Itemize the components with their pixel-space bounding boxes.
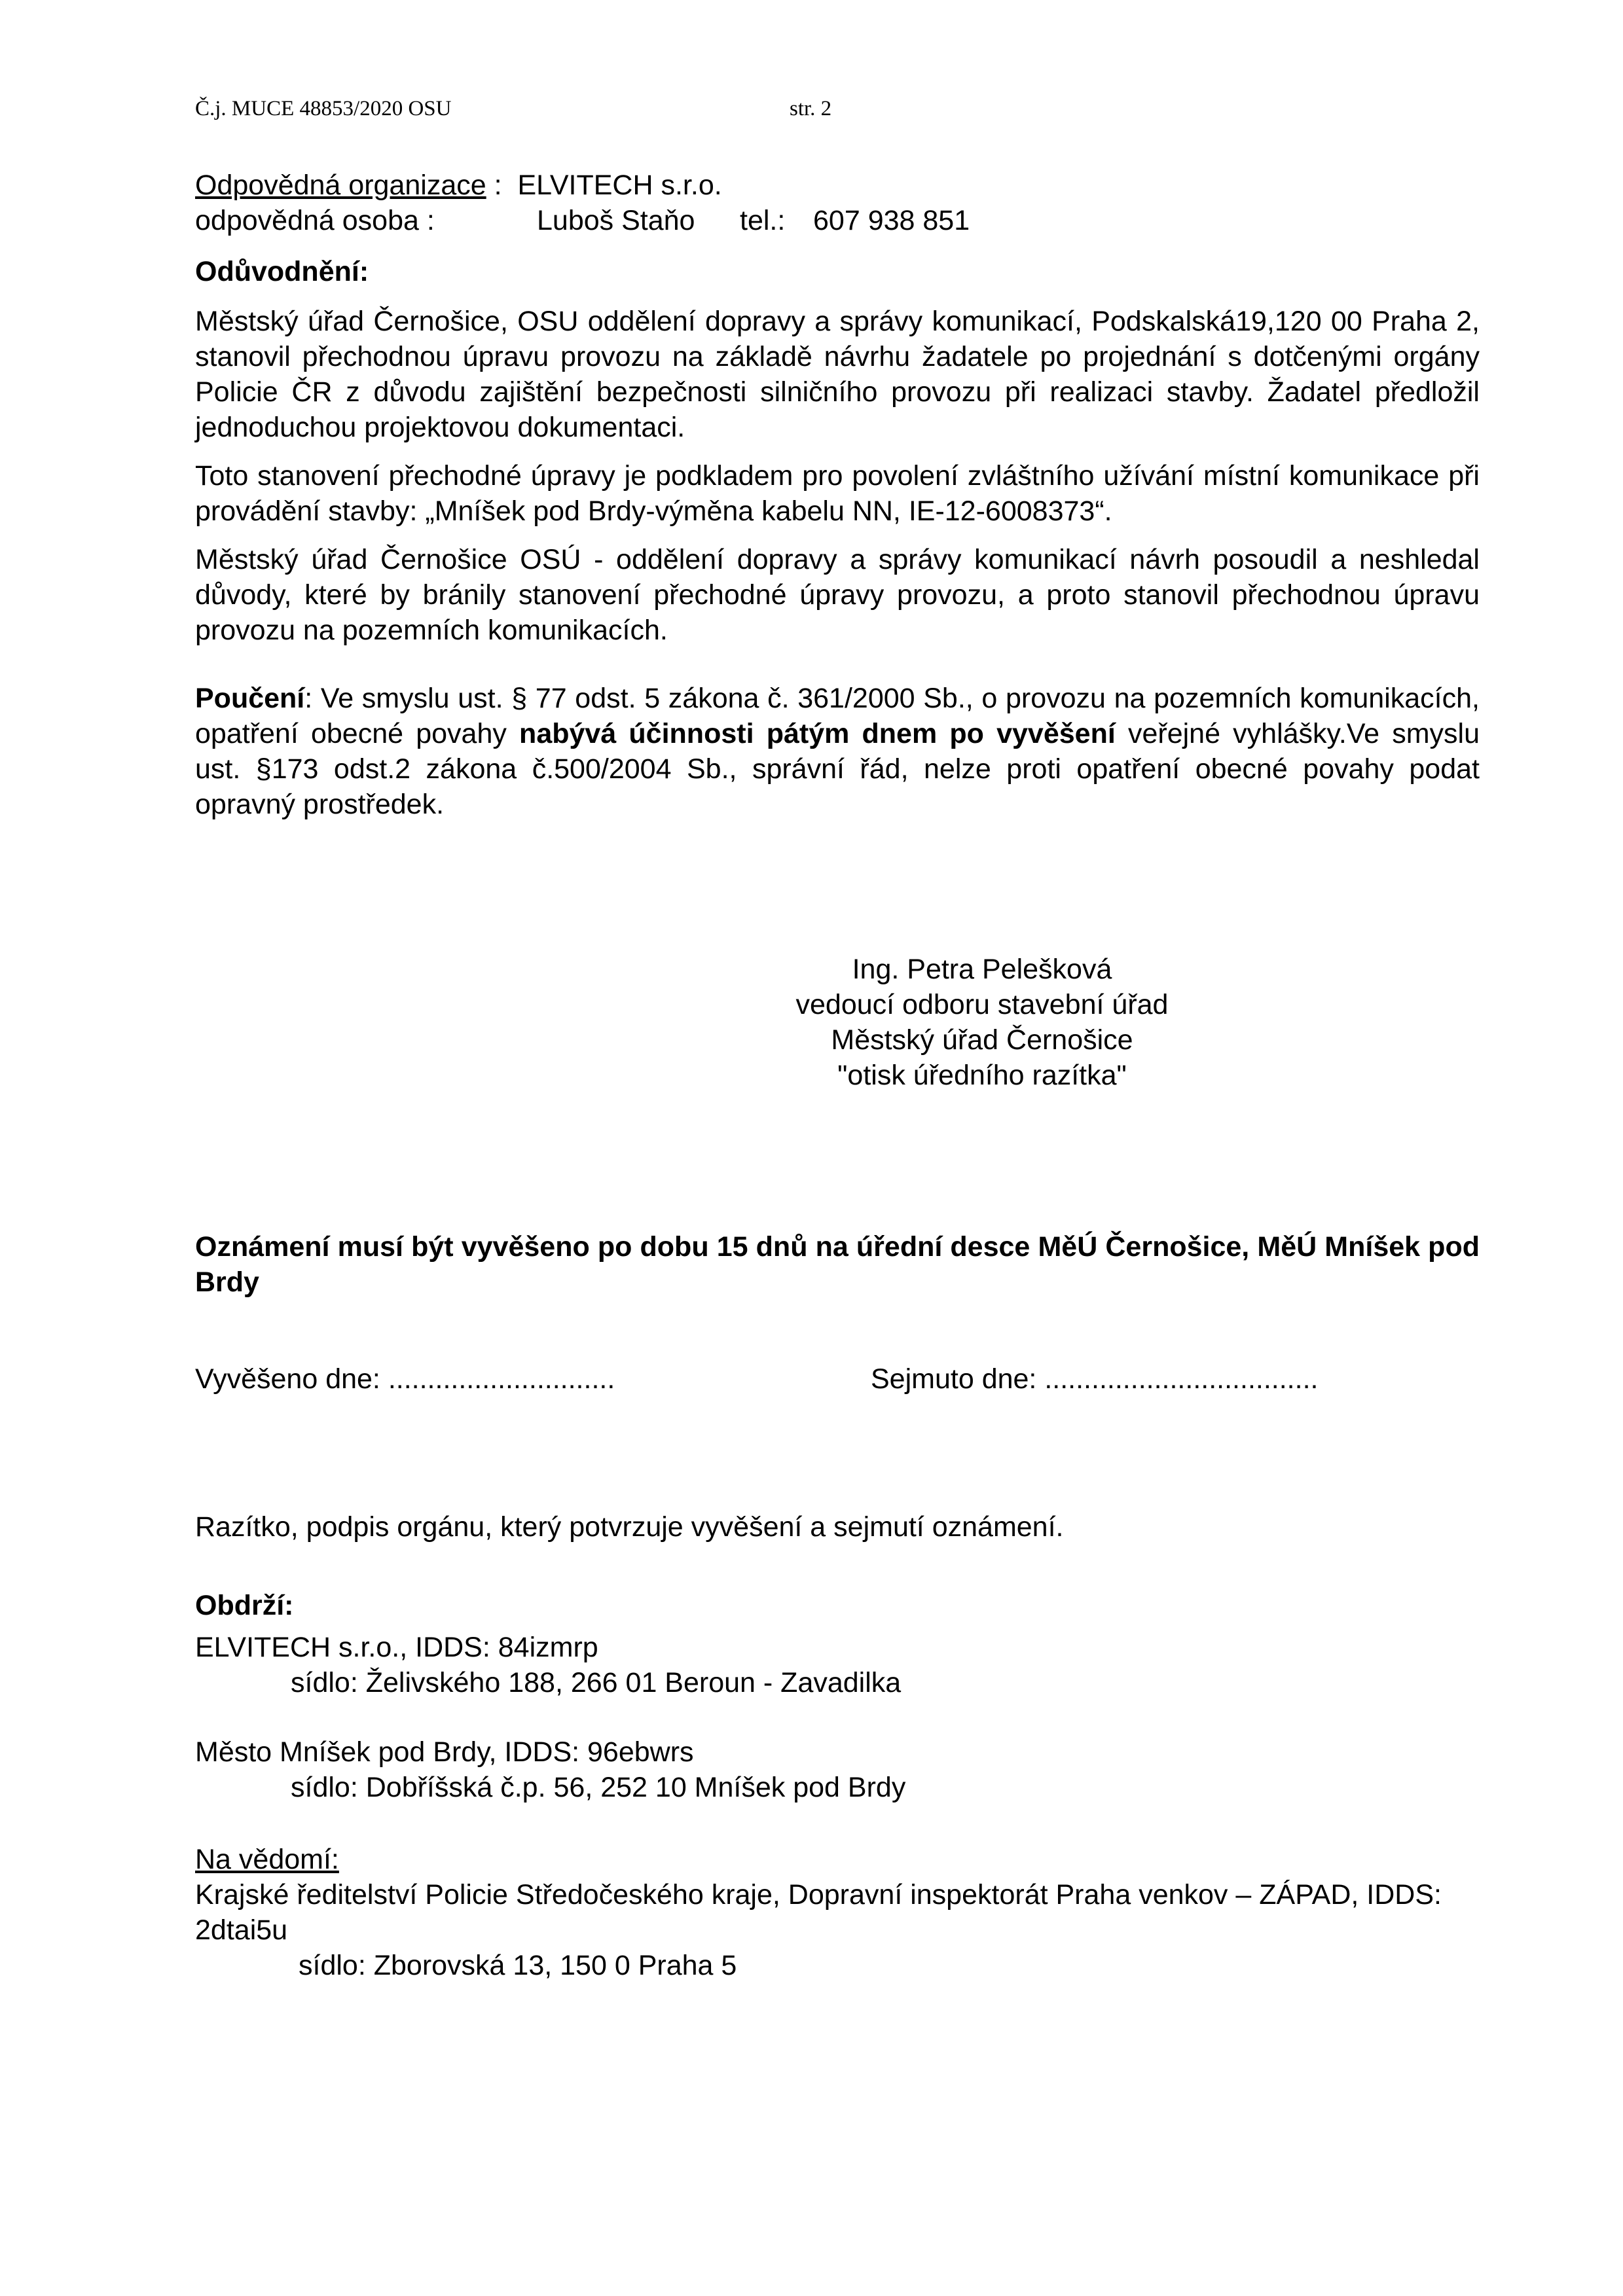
reference-number: Č.j. MUCE 48853/2020 OSU: [195, 97, 452, 120]
recipients-heading: Obdrží:: [195, 1590, 294, 1621]
legal-notice-text-2: veřejné vyhlášky.Ve smyslu ust. §173 odst.2 zákona č.500/2004 Sb., správní řád, nelze proti opatření obecné povahy podat opravný prostředek.: [195, 718, 1480, 820]
justification-heading: Odůvodnění:: [195, 256, 369, 287]
responsible-person-label: odpovědná osoba :: [195, 205, 435, 236]
phone-value: 607 938 851: [813, 205, 970, 236]
recipient-list-item: [195, 1734, 905, 1805]
legal-notice-effect: nabývá účinnosti pátým dnem po vyvěšení: [519, 718, 1116, 749]
stamp-signature-note: Razítko, podpis orgánu, který potvrzuje vyvěšení a sejmutí oznámení.: [195, 1511, 1064, 1543]
recipient-name: ELVITECH s.r.o., IDDS: 84izmrp: [195, 1632, 598, 1663]
posted-date-field: Vyvěšeno dne: .............................: [195, 1363, 615, 1395]
legal-notice-text-1: : Ve smyslu ust. § 77 odst. 5 zákona č. 361/2000 Sb., o provozu na pozemních komunikacích, opatření obecné povahy: [195, 683, 1480, 749]
cc-recipient: [195, 1877, 1480, 1983]
justification-paragraph-2: Toto stanovení přechodné úpravy je podkladem pro povolení zvláštního užívání místní komunikace při provádění stavby: „Mníšek pod Brdy-výměna kabelu NN, IE-12-6008373“.: [195, 460, 1480, 527]
posting-notice: Oznámení musí být vyvěšeno po dobu 15 dnů na úřední desce MěÚ Černošice, MěÚ Mníšek pod Brdy: [195, 1231, 1480, 1298]
page-number: str. 2: [790, 97, 832, 120]
justification-paragraph-1: Městský úřad Černošice, OSU oddělení dopravy a správy komunikací, Podskalská19,120 00 Praha 2, stanovil přechodnou úpravu provozu na základě návrhu žadatele po projednání s dotčenými orgány Policie ČR z důvodu zajištění bezpečnosti silničního provozu při realizaci stavby. Žadatel předložil jednoduchou projektovou dokumentaci.: [195, 306, 1480, 443]
cc-recipient-address: sídlo: Zborovská 13, 150 0 Praha 5: [299, 1950, 737, 1981]
responsible-org-line: [195, 168, 722, 203]
cc-recipient-name: Krajské ředitelství Policie Středočeského kraje, Dopravní inspektorát Praha venkov – ZÁPAD, IDDS: 2dtai5u: [195, 1879, 1442, 1946]
recipient-address: sídlo: Dobříšská č.p. 56, 252 10 Mníšek pod Brdy: [291, 1772, 906, 1803]
legal-notice-label: Poučení: [195, 683, 305, 714]
responsible-org-label: Odpovědná organizace: [195, 170, 486, 201]
signatory-office: Městský úřad Černošice: [831, 1024, 1133, 1056]
phone-label: tel.:: [740, 205, 786, 236]
removed-date-field: Sejmuto dne: ...................................: [871, 1363, 1319, 1395]
page-header: [195, 96, 832, 122]
cc-heading: Na vědomí:: [195, 1844, 339, 1875]
signatory-name: Ing. Petra Pelešková: [852, 954, 1112, 985]
responsible-person-line: [195, 203, 970, 238]
justification-paragraph-3: Městský úřad Černošice OSÚ - oddělení dopravy a správy komunikací návrh posoudil a neshledal důvody, které by bránily stanovení přechodné úpravy provozu, a proto stanovil přechodnou úpravu provozu na pozemních komunikacích.: [195, 544, 1480, 646]
responsible-org-value: ELVITECH s.r.o.: [517, 170, 722, 201]
recipient-list-item: [195, 1630, 901, 1700]
responsible-org-separator: :: [486, 170, 518, 201]
stamp-placeholder: "otisk úředního razítka": [837, 1060, 1127, 1091]
recipient-address: sídlo: Želivského 188, 266 01 Beroun - Zavadilka: [291, 1667, 902, 1698]
signatory-role: vedoucí odboru stavební úřad: [795, 989, 1169, 1020]
signature-block: [720, 952, 1244, 1093]
recipient-name: Město Mníšek pod Brdy, IDDS: 96ebwrs: [195, 1736, 694, 1768]
responsible-person-value: Luboš Staňo: [537, 205, 695, 236]
legal-notice: [195, 681, 1480, 822]
